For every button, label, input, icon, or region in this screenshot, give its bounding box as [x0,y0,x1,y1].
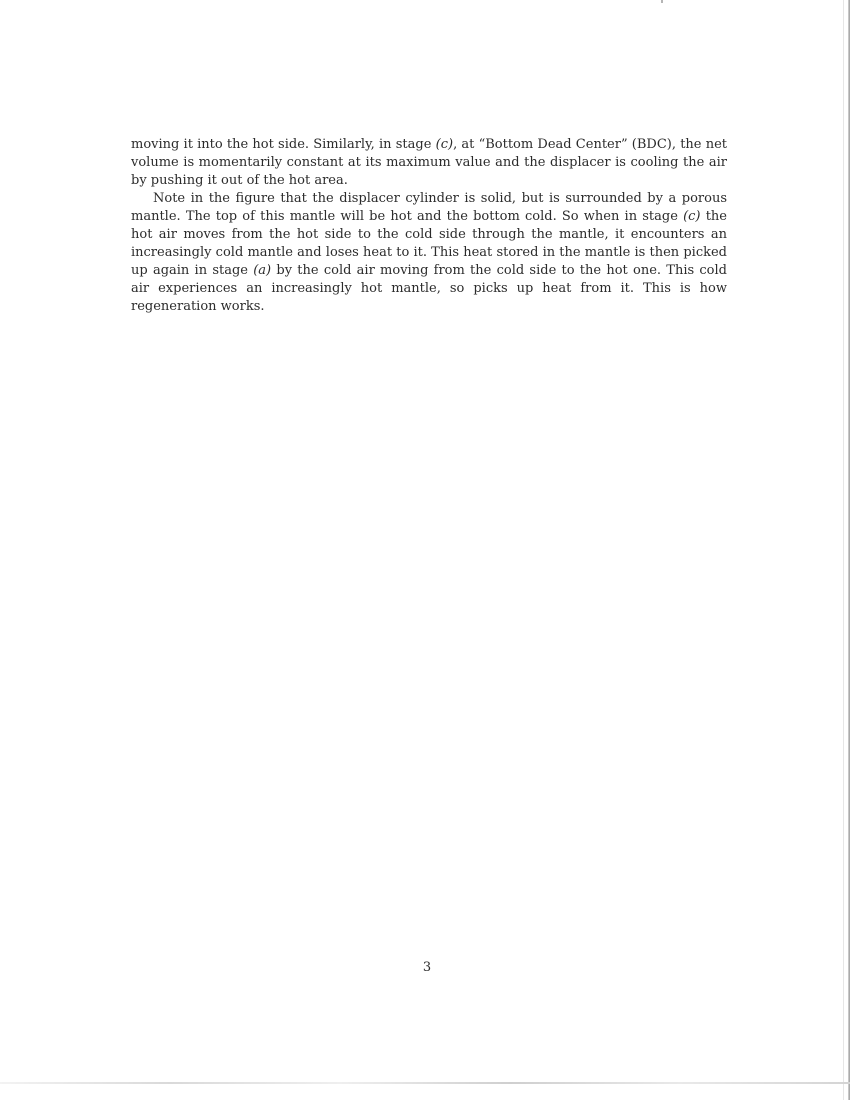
scan-mark [661,0,663,3]
stage-label-c: (c) [435,137,454,152]
scan-edge-bottom [0,1082,850,1084]
text-segment: moving it into the hot side. Similarly, in stage [131,137,436,152]
text-segment: Note in the figure that the displacer cylinder is solid, but is surrounded by a porous mantle. The top of this mantle will be hot and the bottom cold. So when in stage [131,191,727,224]
page-number: 3 [422,960,432,975]
text-segment: the hot air moves from the hot side to the cold side through the mantle, it encounters an increasingly cold mantle and loses heat to it. This heat stored in the mantle is then picked up again in stage [131,209,727,278]
paragraph-continuation [131,136,727,190]
text-segment: by the cold air moving from the cold side to the hot one. This cold air experiences an increasingly hot mantle, so picks up heat from it. This is how regeneration works. [131,263,727,314]
stage-label-a: (a) [253,263,272,278]
paragraph-regeneration [131,190,727,316]
scan-edge-line [843,0,844,1100]
text-segment: , at “Bottom Dead Center” (BDC), the net volume is momentarily constant at its maximum value and the displacer is cooling the air by pushing it out of the hot area. [131,137,727,188]
stage-label-c: (c) [683,209,701,224]
body-text [131,136,727,316]
